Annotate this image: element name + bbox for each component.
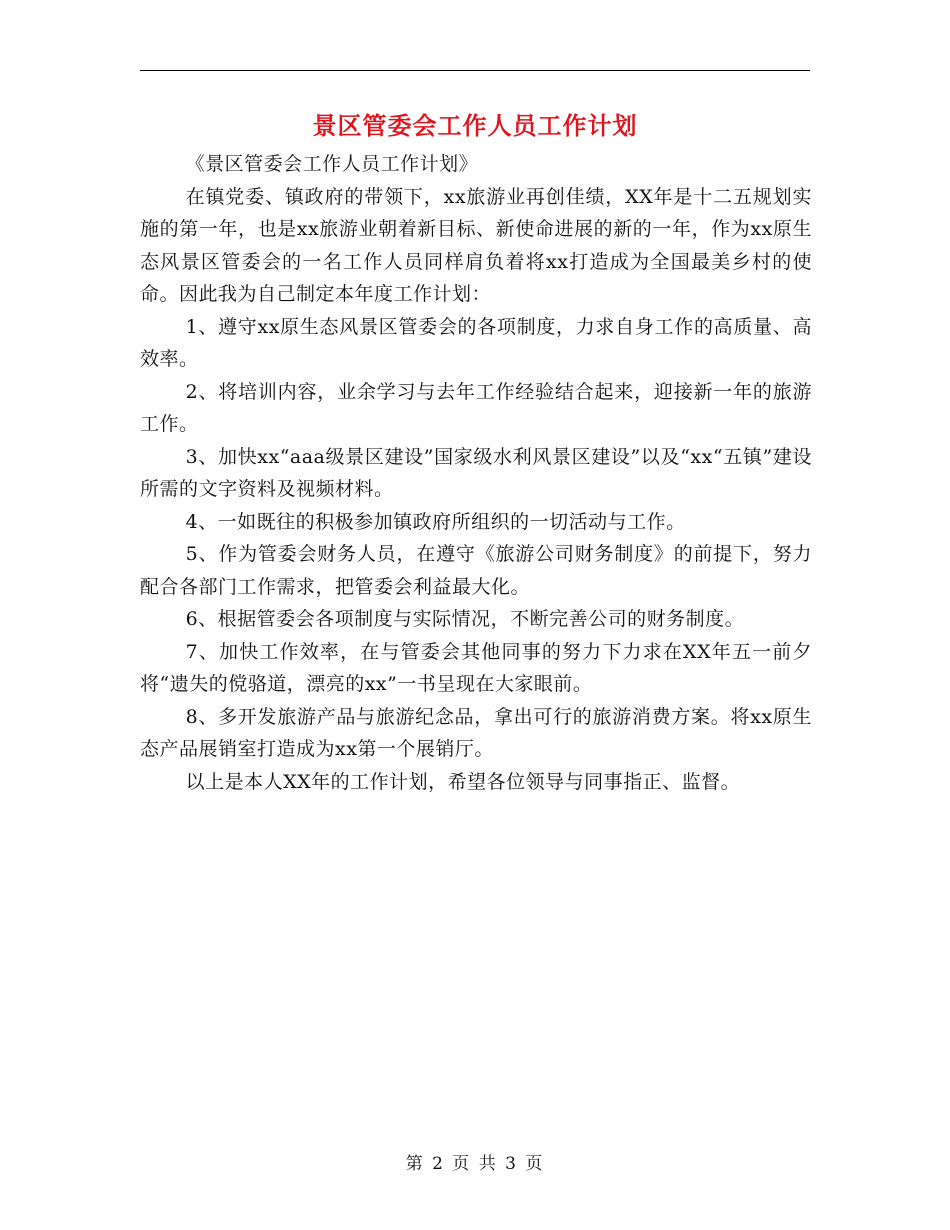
paragraph-item-7: 7、加快工作效率，在与管委会其他同事的努力下力求在XX年五一前夕将“遗失的傥骆道，漂亮的xx”一书呈现在大家眼前。 <box>140 640 812 695</box>
paragraph-item-3: 3、加快xx“aaa级景区建设”国家级水利风景区建设”以及“xx“五镇”建设所需的文字资料及视频材料。 <box>140 445 812 500</box>
paragraph-closing: 以上是本人XX年的工作计划，希望各位领导与同事指正、监督。 <box>185 770 741 793</box>
paragraph-item-1: 1、遵守xx原生态风景区管委会的各项制度，力求自身工作的高质量、高效率。 <box>140 315 812 370</box>
paragraph-item-6: 6、根据管委会各项制度与实际情况，不断完善公司的财务制度。 <box>185 608 745 630</box>
document-title: 景区管委会工作人员工作计划 <box>312 111 638 140</box>
paragraph-subtitle: 《景区管委会工作人员工作计划》 <box>185 153 479 175</box>
page-number: 第 2 页 共 3 页 <box>405 1154 545 1174</box>
paragraph-intro: 在镇党委、镇政府的带领下，xx旅游业再创佳绩，XX年是十二五规划实施的第一年，也是xx旅游业朝着新目标、新使命进展的新的一年，作为xx原生态风景区管委会的一名工作人员同样肩负着将xx打造成为全国最美乡村的使命。因此我为自己制定本年度工作计划： <box>140 185 812 305</box>
paragraph-item-4: 4、一如既往的积极参加镇政府所组织的一切活动与工作。 <box>185 510 686 533</box>
paragraph-item-5: 5、作为管委会财务人员，在遵守《旅游公司财务制度》的前提下，努力配合各部门工作需求，把管委会利益最大化。 <box>140 543 812 598</box>
paragraph-item-8: 8、多开发旅游产品与旅游纪念品，拿出可行的旅游消费方案。将xx原生态产品展销室打造成为xx第一个展销厅。 <box>140 705 812 760</box>
paragraph-item-2: 2、将培训内容，业余学习与去年工作经验结合起来，迎接新一年的旅游工作。 <box>140 380 812 435</box>
document-body <box>140 148 812 798</box>
header-rule <box>140 70 810 71</box>
